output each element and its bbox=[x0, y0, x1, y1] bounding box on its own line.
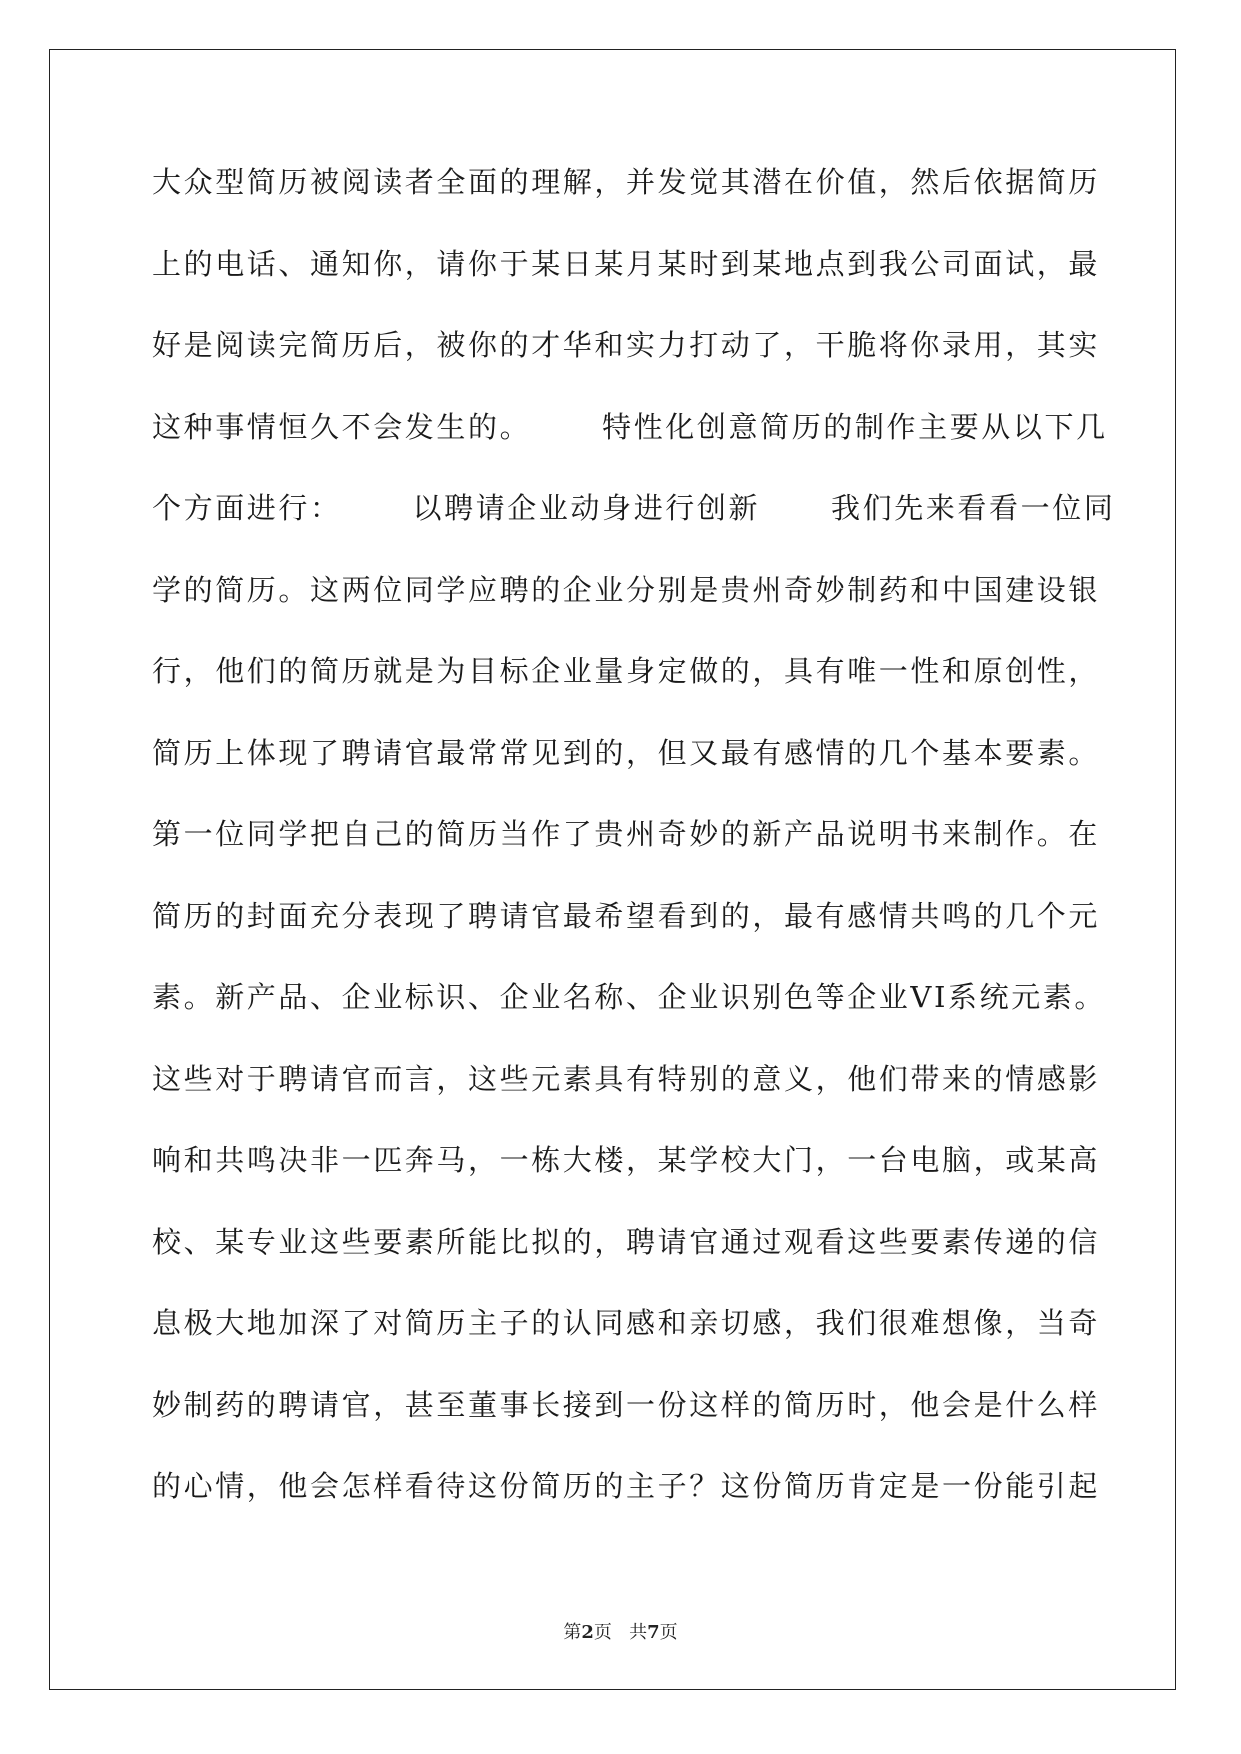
text-line: 这些对于聘请官而言，这些元素具有特别的意义，他们带来的情感影 bbox=[152, 1061, 1101, 1096]
text-line: 大众型简历被阅读者全面的理解，并发觉其潜在价值，然后依据简历 bbox=[152, 165, 1101, 199]
document-body bbox=[152, 158, 1116, 1544]
text-line: 好是阅读完简历后，被你的才华和实力打动了，干脆将你录用，其实 bbox=[152, 328, 1101, 362]
text-line: 行，他们的简历就是为目标企业量身定做的，具有唯一性和原创性， bbox=[152, 654, 1101, 688]
text-line: 素。新产品、企业标识、企业名称、企业识别色等企业VI系统元素。 bbox=[152, 980, 1106, 1014]
text-line: 妙制药的聘请官，甚至董事长接到一份这样的简历时，他会是什么样 bbox=[152, 1387, 1101, 1422]
text-line: 的心情，他会怎样看待这份简历的主子？这份简历肯定是一份能引起 bbox=[152, 1469, 1101, 1503]
text-line: 个方面进行： 以聘请企业动身进行创新 我们先来看看一位同 bbox=[152, 491, 1116, 525]
text-line: 上的电话、通知你，请你于某日某月某时到某地点到我公司面试，最 bbox=[152, 246, 1101, 281]
total-suffix: 页 bbox=[659, 1622, 678, 1643]
total-pages: 7 bbox=[647, 1622, 660, 1643]
page-suffix: 页 bbox=[593, 1622, 612, 1643]
page-prefix: 第 bbox=[563, 1622, 582, 1643]
text-line: 学的简历。这两位同学应聘的企业分别是贵州奇妙制药和中国建设银 bbox=[152, 572, 1101, 607]
text-line: 这种事情恒久不会发生的。 特性化创意简历的制作主要从以下几 bbox=[152, 409, 1108, 444]
text-line: 校、某专业这些要素所能比拟的，聘请官通过观看这些要素传递的信 bbox=[152, 1224, 1101, 1259]
text-line: 响和共鸣决非一匹奔马，一栋大楼，某学校大门，一台电脑，或某高 bbox=[152, 1143, 1101, 1177]
page-footer bbox=[0, 1618, 1241, 1644]
text-line: 第一位同学把自己的简历当作了贵州奇妙的新产品说明书来制作。在 bbox=[152, 817, 1101, 851]
total-prefix: 共 bbox=[629, 1622, 648, 1643]
page-number: 2 bbox=[581, 1622, 594, 1643]
text-line: 简历的封面充分表现了聘请官最希望看到的，最有感情共鸣的几个元 bbox=[152, 898, 1101, 933]
text-line: 简历上体现了聘请官最常常见到的，但又最有感情的几个基本要素。 bbox=[152, 735, 1101, 770]
text-line: 息极大地加深了对简历主子的认同感和亲切感，我们很难想像，当奇 bbox=[152, 1306, 1101, 1340]
